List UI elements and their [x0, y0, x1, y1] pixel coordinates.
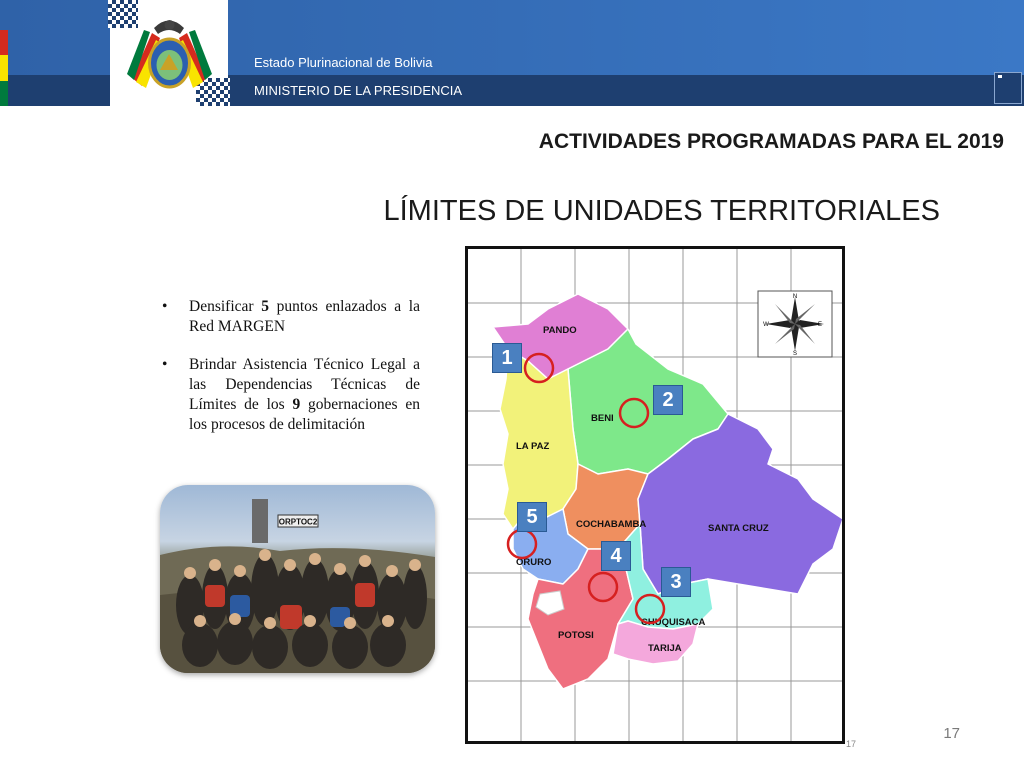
label-beni: BENI — [591, 413, 614, 424]
label-tarija: TARIJA — [648, 643, 682, 654]
coat-of-arms-logo — [122, 8, 217, 100]
slide-small-number: 17 — [846, 739, 857, 749]
marker-badge-1: 1 — [492, 343, 522, 373]
marker-badge-5: 5 — [517, 502, 547, 532]
bolivia-map-frame — [465, 246, 845, 744]
bullet-item: • Densificar 5 puntos enlazados a la Red MARGEN — [162, 298, 420, 335]
ministry-name-text: MINISTERIO DE LA PRESIDENCIA — [254, 83, 463, 98]
label-oruro: ORURO — [516, 557, 552, 568]
slide-page-number: 17 — [943, 725, 960, 742]
bullet-dot-icon: • — [162, 356, 168, 373]
corner-square-icon — [994, 72, 1022, 104]
group-photo-illustration — [160, 485, 435, 673]
bullet-item: • Brindar Asistencia Técnico Legal a las Dependencias Técnicas de Límites de los 9 gobernaciones en los procesos de delimitación — [162, 356, 420, 433]
label-pando: PANDO — [543, 325, 577, 336]
compass-rose — [758, 291, 832, 357]
compass-east-label: E — [817, 322, 823, 328]
marker-badge-4: 4 — [601, 541, 631, 571]
compass-south-label: S — [792, 351, 798, 357]
slide-subtitle: LÍMITES DE UNIDADES TERRITORIALES — [383, 195, 940, 227]
group-photo — [160, 485, 435, 673]
bolivia-department-map — [468, 249, 842, 741]
bullet-dot-icon: • — [162, 298, 168, 315]
marker-badge-3: 3 — [661, 567, 691, 597]
marker-badge-2: 2 — [653, 385, 683, 415]
compass-north-label: N — [792, 294, 798, 300]
slide-title: ACTIVIDADES PROGRAMADAS PARA EL 2019 — [538, 130, 1004, 153]
bullet-list — [162, 297, 420, 453]
label-cochabamba: COCHABAMBA — [576, 519, 647, 530]
label-la-paz: LA PAZ — [516, 441, 550, 452]
state-name-text: Estado Plurinacional de Bolivia — [254, 55, 433, 70]
bolivia-flag-strip — [0, 30, 8, 106]
survey-marker-sign-text: ORPTOC2 — [278, 517, 318, 527]
label-potosi: POTOSI — [558, 630, 594, 641]
label-santa-cruz: SANTA CRUZ — [708, 523, 769, 534]
compass-west-label: W — [763, 322, 769, 328]
label-chuquisaca: CHUQUISACA — [641, 617, 706, 628]
